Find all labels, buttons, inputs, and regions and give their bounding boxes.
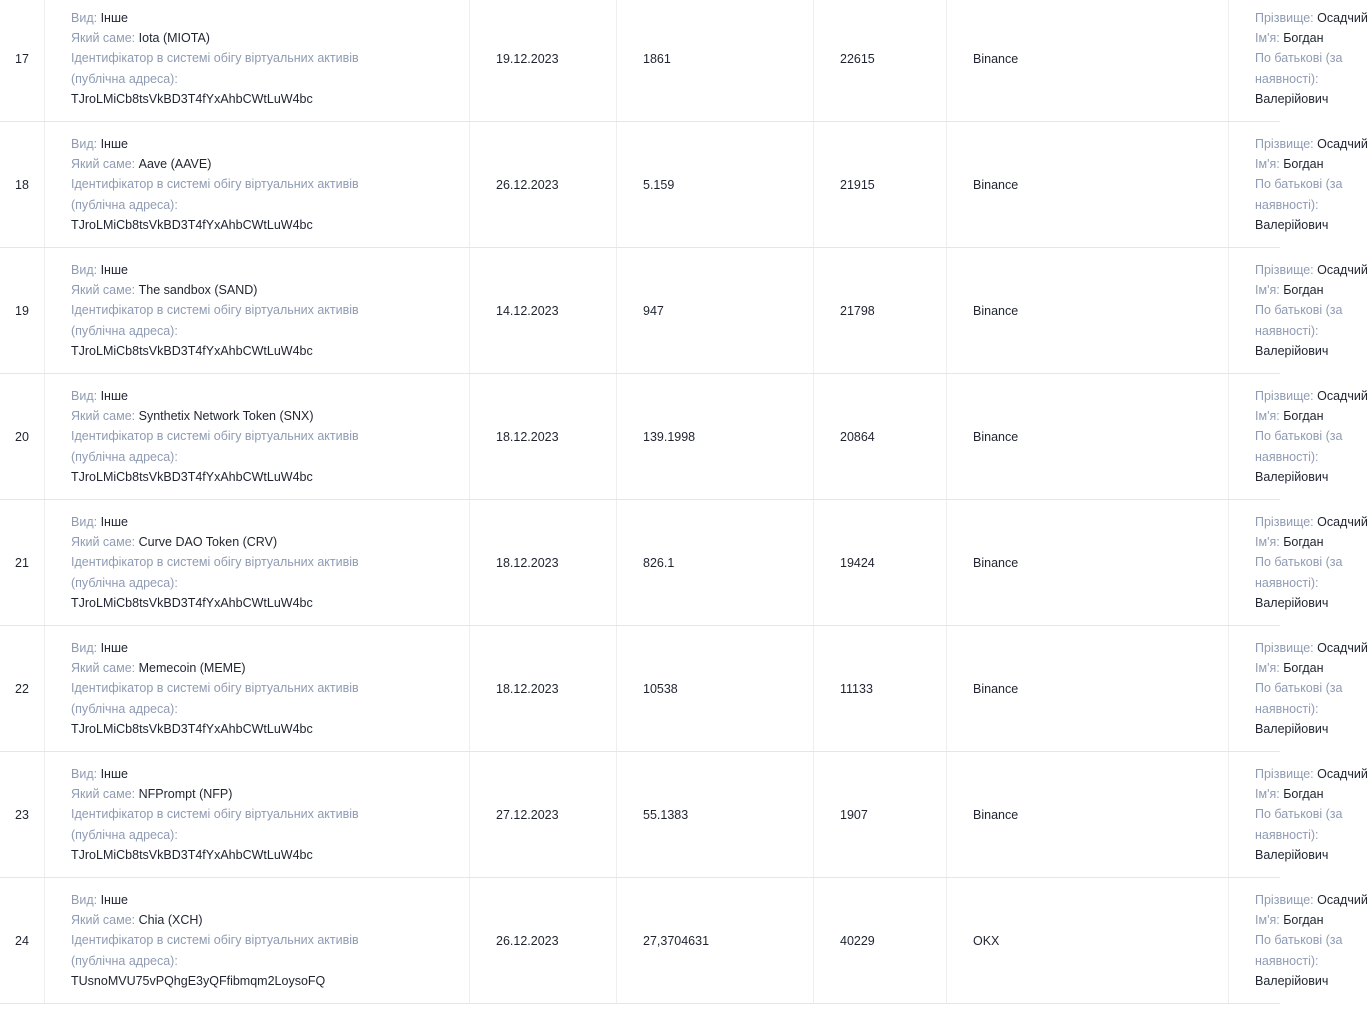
asset-identifier-label: Ідентифікатор в системі обігу віртуальних активів — [71, 51, 359, 66]
owner-patronymic-label-cont: наявності): — [1255, 953, 1319, 968]
asset-address: TJroLMiCb8tsVkBD3T4fYxAhbCWtLuW4bc — [71, 721, 313, 736]
asset-which-line — [71, 280, 469, 300]
owner-cell — [1229, 878, 1368, 1004]
owner-name-label: Ім'я: — [1255, 409, 1280, 424]
owner-patronymic-label-cont: наявності): — [1255, 701, 1319, 716]
owner-cell — [1229, 626, 1368, 752]
asset-amount: 55.1383 — [643, 807, 689, 822]
owner-name-value: Богдан — [1283, 157, 1324, 172]
amount-cell — [617, 122, 814, 248]
owner-name-value: Богдан — [1283, 283, 1324, 298]
owner-surname-label: Прізвище: — [1255, 766, 1314, 781]
owner-name-line — [1255, 532, 1324, 552]
asset-address: TJroLMiCb8tsVkBD3T4fYxAhbCWtLuW4bc — [71, 343, 313, 358]
row-number-cell — [0, 626, 45, 752]
asset-identifier-label-cont: (публічна адреса): — [71, 197, 178, 212]
acquisition-date: 26.12.2023 — [496, 933, 559, 948]
asset-identifier-label: Ідентифікатор в системі обігу віртуальних активів — [71, 555, 359, 570]
owner-name-line — [1255, 406, 1324, 426]
asset-which-label: Який саме: — [71, 661, 136, 676]
owner-patronymic-value: Валерійович — [1255, 973, 1329, 988]
owner-patronymic-label-cont: наявності): — [1255, 197, 1319, 212]
owner-patronymic-label: По батькові (за — [1255, 177, 1343, 192]
table-row — [0, 0, 1280, 122]
asset-identifier-label: Ідентифікатор в системі обігу віртуальних активів — [71, 681, 359, 696]
table-row — [0, 500, 1280, 626]
exchange-cell — [947, 248, 1229, 374]
asset-which-line — [71, 28, 469, 48]
row-number-cell — [0, 878, 45, 1004]
owner-name-line — [1255, 784, 1324, 804]
owner-name-label: Ім'я: — [1255, 913, 1280, 928]
asset-kind-line — [71, 764, 469, 784]
row-number-cell — [0, 500, 45, 626]
asset-identifier-label-cont: (публічна адреса): — [71, 953, 178, 968]
asset-identifier-label: Ідентифікатор в системі обігу віртуальних активів — [71, 933, 359, 948]
asset-kind-line — [71, 386, 469, 406]
asset-address: TJroLMiCb8tsVkBD3T4fYxAhbCWtLuW4bc — [71, 469, 313, 484]
owner-patronymic-label: По батькові (за — [1255, 807, 1343, 822]
owner-name-line — [1255, 910, 1324, 930]
asset-which-value: Iota (MIOTA) — [138, 31, 210, 46]
row-number: 20 — [15, 429, 29, 444]
asset-value: 11133 — [840, 681, 873, 696]
asset-amount: 5.159 — [643, 177, 675, 192]
owner-patronymic-label: По батькові (за — [1255, 555, 1343, 570]
owner-surname-line — [1255, 512, 1368, 532]
owner-patronymic-value: Валерійович — [1255, 343, 1329, 358]
date-cell — [470, 878, 617, 1004]
asset-address: TJroLMiCb8tsVkBD3T4fYxAhbCWtLuW4bc — [71, 91, 313, 106]
owner-name-label: Ім'я: — [1255, 787, 1280, 802]
asset-value: 22615 — [840, 51, 875, 66]
asset-address: TJroLMiCb8tsVkBD3T4fYxAhbCWtLuW4bc — [71, 595, 313, 610]
asset-value: 21798 — [840, 303, 875, 318]
asset-which-value: Curve DAO Token (CRV) — [138, 535, 278, 550]
asset-description-cell — [45, 626, 470, 752]
asset-which-line — [71, 658, 469, 678]
owner-patronymic-label-cont: наявності): — [1255, 827, 1319, 842]
asset-which-value: Aave (AAVE) — [138, 157, 212, 172]
asset-value: 21915 — [840, 177, 875, 192]
asset-which-value: Memecoin (MEME) — [138, 661, 246, 676]
owner-name-label: Ім'я: — [1255, 283, 1280, 298]
table-row — [0, 878, 1280, 1004]
asset-identifier-label-cont: (публічна адреса): — [71, 323, 178, 338]
asset-identifier-label: Ідентифікатор в системі обігу віртуальних активів — [71, 807, 359, 822]
row-number: 21 — [15, 555, 29, 570]
asset-value: 40229 — [840, 933, 875, 948]
asset-description-cell — [45, 248, 470, 374]
owner-surname-value: Осадчий — [1317, 262, 1368, 277]
owner-name-value: Богдан — [1283, 535, 1324, 550]
owner-name-value: Богдан — [1283, 787, 1324, 802]
owner-name-value: Богдан — [1283, 409, 1324, 424]
owner-patronymic-label: По батькові (за — [1255, 303, 1343, 318]
asset-kind-value: Інше — [100, 136, 128, 151]
amount-cell — [617, 878, 814, 1004]
row-number: 17 — [15, 51, 29, 66]
owner-cell — [1229, 248, 1368, 374]
exchange-cell — [947, 626, 1229, 752]
asset-identifier-label-cont: (публічна адреса): — [71, 575, 178, 590]
acquisition-date: 26.12.2023 — [496, 177, 559, 192]
acquisition-date: 14.12.2023 — [496, 303, 559, 318]
asset-kind-value: Інше — [100, 892, 128, 907]
owner-cell — [1229, 752, 1368, 878]
owner-name-line — [1255, 658, 1324, 678]
asset-amount: 10538 — [643, 681, 678, 696]
value-cell — [814, 248, 947, 374]
asset-kind-value: Інше — [100, 514, 128, 529]
date-cell — [470, 752, 617, 878]
value-cell — [814, 0, 947, 122]
asset-kind-label: Вид: — [71, 388, 98, 403]
owner-name-line — [1255, 280, 1324, 300]
asset-kind-value: Інше — [100, 262, 128, 277]
exchange-cell — [947, 0, 1229, 122]
asset-identifier-label: Ідентифікатор в системі обігу віртуальних активів — [71, 429, 359, 444]
amount-cell — [617, 0, 814, 122]
owner-surname-line — [1255, 890, 1368, 910]
owner-patronymic-label: По батькові (за — [1255, 681, 1343, 696]
asset-which-line — [71, 910, 469, 930]
asset-value: 19424 — [840, 555, 875, 570]
value-cell — [814, 752, 947, 878]
asset-kind-value: Інше — [100, 10, 128, 25]
row-number: 24 — [15, 933, 29, 948]
owner-patronymic-label-cont: наявності): — [1255, 449, 1319, 464]
owner-surname-line — [1255, 8, 1368, 28]
owner-patronymic-value: Валерійович — [1255, 217, 1329, 232]
owner-surname-label: Прізвище: — [1255, 892, 1314, 907]
exchange-name: Binance — [973, 681, 1019, 696]
asset-kind-line — [71, 8, 469, 28]
exchange-cell — [947, 374, 1229, 500]
asset-which-label: Який саме: — [71, 913, 136, 928]
owner-surname-line — [1255, 386, 1368, 406]
exchange-name: Binance — [973, 807, 1019, 822]
asset-description-cell — [45, 0, 470, 122]
exchange-cell — [947, 500, 1229, 626]
owner-patronymic-label: По батькові (за — [1255, 933, 1343, 948]
row-number-cell — [0, 374, 45, 500]
owner-surname-line — [1255, 764, 1368, 784]
owner-surname-label: Прізвище: — [1255, 514, 1314, 529]
asset-which-value: Synthetix Network Token (SNX) — [138, 409, 314, 424]
asset-address: TJroLMiCb8tsVkBD3T4fYxAhbCWtLuW4bc — [71, 847, 313, 862]
row-number: 22 — [15, 681, 29, 696]
acquisition-date: 27.12.2023 — [496, 807, 559, 822]
date-cell — [470, 248, 617, 374]
exchange-cell — [947, 878, 1229, 1004]
owner-surname-value: Осадчий — [1317, 10, 1368, 25]
owner-surname-value: Осадчий — [1317, 136, 1368, 151]
amount-cell — [617, 752, 814, 878]
owner-patronymic-label-cont: наявності): — [1255, 71, 1319, 86]
date-cell — [470, 626, 617, 752]
asset-kind-label: Вид: — [71, 514, 98, 529]
exchange-name: Binance — [973, 51, 1019, 66]
asset-identifier-label: Ідентифікатор в системі обігу віртуальних активів — [71, 177, 359, 192]
acquisition-date: 18.12.2023 — [496, 429, 559, 444]
owner-name-value: Богдан — [1283, 661, 1324, 676]
owner-surname-value: Осадчий — [1317, 640, 1368, 655]
amount-cell — [617, 374, 814, 500]
asset-which-label: Який саме: — [71, 535, 136, 550]
row-number: 18 — [15, 177, 29, 192]
owner-patronymic-label: По батькові (за — [1255, 51, 1343, 66]
owner-surname-label: Прізвище: — [1255, 388, 1314, 403]
owner-surname-label: Прізвище: — [1255, 10, 1314, 25]
owner-surname-value: Осадчий — [1317, 892, 1368, 907]
owner-patronymic-label-cont: наявності): — [1255, 323, 1319, 338]
date-cell — [470, 500, 617, 626]
asset-which-label: Який саме: — [71, 787, 136, 802]
owner-surname-line — [1255, 638, 1368, 658]
owner-name-value: Богдан — [1283, 31, 1324, 46]
date-cell — [470, 374, 617, 500]
date-cell — [470, 0, 617, 122]
owner-patronymic-value: Валерійович — [1255, 469, 1329, 484]
owner-surname-label: Прізвище: — [1255, 640, 1314, 655]
asset-kind-label: Вид: — [71, 766, 98, 781]
asset-kind-value: Інше — [100, 766, 128, 781]
asset-which-line — [71, 784, 469, 804]
owner-patronymic-label: По батькові (за — [1255, 429, 1343, 444]
acquisition-date: 19.12.2023 — [496, 51, 559, 66]
asset-description-cell — [45, 878, 470, 1004]
amount-cell — [617, 248, 814, 374]
row-number-cell — [0, 0, 45, 122]
exchange-cell — [947, 122, 1229, 248]
asset-which-value: Chia (XCH) — [138, 913, 203, 928]
asset-kind-label: Вид: — [71, 10, 98, 25]
owner-cell — [1229, 0, 1368, 122]
owner-patronymic-label-cont: наявності): — [1255, 575, 1319, 590]
asset-identifier-label-cont: (публічна адреса): — [71, 701, 178, 716]
asset-which-line — [71, 154, 469, 174]
asset-which-value: NFPrompt (NFP) — [138, 787, 233, 802]
amount-cell — [617, 626, 814, 752]
value-cell — [814, 500, 947, 626]
owner-name-line — [1255, 154, 1324, 174]
asset-address: TJroLMiCb8tsVkBD3T4fYxAhbCWtLuW4bc — [71, 217, 313, 232]
asset-amount: 139.1998 — [643, 429, 696, 444]
asset-identifier-label-cont: (публічна адреса): — [71, 827, 178, 842]
owner-surname-value: Осадчий — [1317, 388, 1368, 403]
asset-value: 1907 — [840, 807, 868, 822]
asset-value: 20864 — [840, 429, 875, 444]
table-row — [0, 626, 1280, 752]
asset-kind-label: Вид: — [71, 640, 98, 655]
owner-cell — [1229, 500, 1368, 626]
asset-kind-line — [71, 638, 469, 658]
acquisition-date: 18.12.2023 — [496, 681, 559, 696]
owner-name-label: Ім'я: — [1255, 535, 1280, 550]
asset-amount: 947 — [643, 303, 664, 318]
table-row — [0, 122, 1280, 248]
table-row — [0, 374, 1280, 500]
row-number-cell — [0, 122, 45, 248]
owner-patronymic-value: Валерійович — [1255, 721, 1329, 736]
row-number: 23 — [15, 807, 29, 822]
exchange-name: Binance — [973, 177, 1019, 192]
asset-kind-label: Вид: — [71, 892, 98, 907]
owner-cell — [1229, 122, 1368, 248]
asset-kind-label: Вид: — [71, 262, 98, 277]
asset-which-label: Який саме: — [71, 31, 136, 46]
asset-amount: 826.1 — [643, 555, 675, 570]
asset-identifier-label: Ідентифікатор в системі обігу віртуальних активів — [71, 303, 359, 318]
owner-name-label: Ім'я: — [1255, 661, 1280, 676]
row-number-cell — [0, 752, 45, 878]
asset-kind-line — [71, 134, 469, 154]
owner-name-label: Ім'я: — [1255, 31, 1280, 46]
asset-address: TUsnoMVU75vPQhgE3yQFfibmqm2LoysoFQ — [71, 973, 326, 988]
asset-which-value: The sandbox (SAND) — [138, 283, 258, 298]
asset-identifier-label-cont: (публічна адреса): — [71, 71, 178, 86]
exchange-cell — [947, 752, 1229, 878]
table-row — [0, 752, 1280, 878]
asset-kind-value: Інше — [100, 640, 128, 655]
owner-patronymic-value: Валерійович — [1255, 847, 1329, 862]
asset-which-label: Який саме: — [71, 409, 136, 424]
value-cell — [814, 374, 947, 500]
asset-kind-line — [71, 890, 469, 910]
exchange-name: Binance — [973, 555, 1019, 570]
value-cell — [814, 878, 947, 1004]
owner-patronymic-value: Валерійович — [1255, 595, 1329, 610]
asset-description-cell — [45, 752, 470, 878]
asset-amount: 1861 — [643, 51, 671, 66]
asset-kind-value: Інше — [100, 388, 128, 403]
owner-surname-value: Осадчий — [1317, 514, 1368, 529]
table-row — [0, 248, 1280, 374]
owner-name-label: Ім'я: — [1255, 157, 1280, 172]
row-number-cell — [0, 248, 45, 374]
asset-description-cell — [45, 374, 470, 500]
asset-amount: 27,3704631 — [643, 933, 710, 948]
asset-kind-line — [71, 512, 469, 532]
amount-cell — [617, 500, 814, 626]
asset-which-line — [71, 532, 469, 552]
owner-patronymic-value: Валерійович — [1255, 91, 1329, 106]
asset-description-cell — [45, 500, 470, 626]
owner-surname-value: Осадчий — [1317, 766, 1368, 781]
asset-which-line — [71, 406, 469, 426]
owner-surname-label: Прізвище: — [1255, 262, 1314, 277]
owner-surname-line — [1255, 134, 1368, 154]
row-number: 19 — [15, 303, 29, 318]
asset-kind-label: Вид: — [71, 136, 98, 151]
exchange-name: OKX — [973, 933, 1000, 948]
asset-description-cell — [45, 122, 470, 248]
asset-kind-line — [71, 260, 469, 280]
asset-identifier-label-cont: (публічна адреса): — [71, 449, 178, 464]
value-cell — [814, 626, 947, 752]
owner-cell — [1229, 374, 1368, 500]
owner-surname-label: Прізвище: — [1255, 136, 1314, 151]
owner-surname-line — [1255, 260, 1368, 280]
value-cell — [814, 122, 947, 248]
asset-which-label: Який саме: — [71, 157, 136, 172]
owner-name-value: Богдан — [1283, 913, 1324, 928]
asset-which-label: Який саме: — [71, 283, 136, 298]
owner-name-line — [1255, 28, 1324, 48]
date-cell — [470, 122, 617, 248]
exchange-name: Binance — [973, 429, 1019, 444]
exchange-name: Binance — [973, 303, 1019, 318]
acquisition-date: 18.12.2023 — [496, 555, 559, 570]
